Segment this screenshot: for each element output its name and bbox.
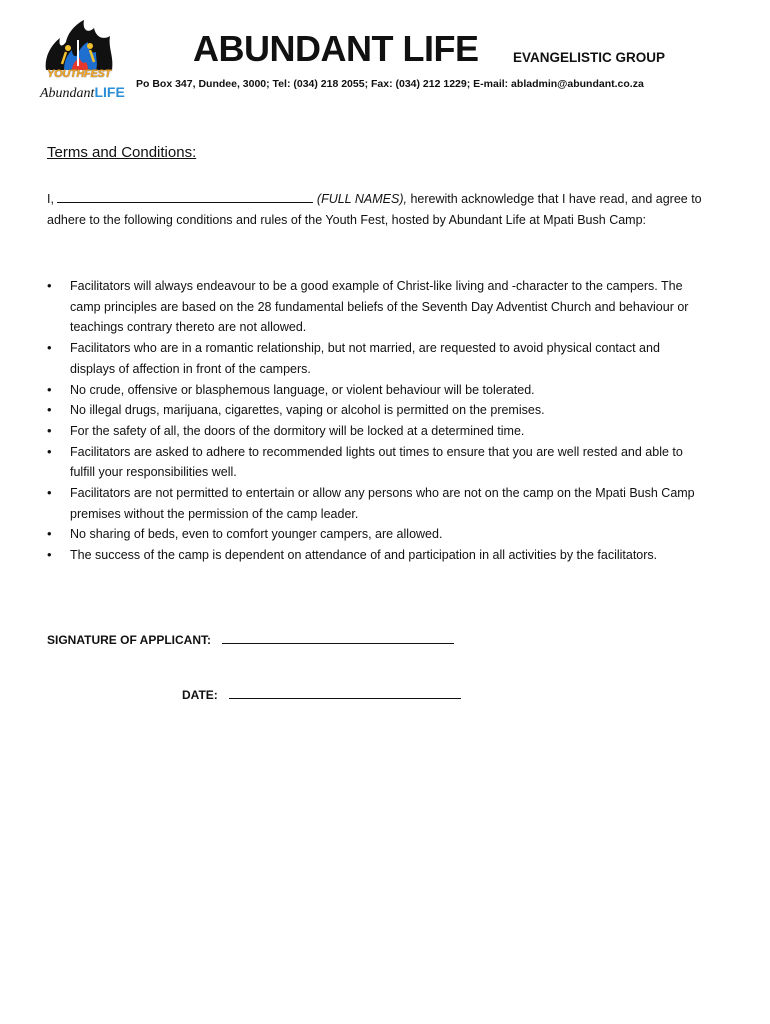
date-row xyxy=(182,686,461,702)
org-title: ABUNDANT LIFE xyxy=(193,28,479,69)
rule-text: The success of the camp is dependent on attendance of and participation in all activities by the facilitators. xyxy=(70,548,658,563)
rule-text: Facilitators will always endeavour to be a good example of Christ-like living and -character to the campers. The camp principles are based on the 28 fundamental beliefs of the Seventh Day Adventist Church and behaviour or teachings contrary thereto are not allowed. xyxy=(70,279,689,335)
intro-prefix: I, xyxy=(47,192,58,206)
bullet-icon: • xyxy=(47,278,52,293)
signature-field[interactable] xyxy=(222,631,454,644)
bullet-icon: • xyxy=(47,485,52,501)
bullet-icon: • xyxy=(47,340,52,356)
full-names-field[interactable] xyxy=(57,190,313,203)
org-subtitle: EVANGELISTIC GROUP xyxy=(513,50,666,65)
list-item xyxy=(47,524,707,545)
list-item xyxy=(47,421,707,442)
bullet-icon: • xyxy=(47,526,52,542)
signature-row xyxy=(47,631,454,647)
bullet-icon: • xyxy=(47,422,52,438)
rule-text: No sharing of beds, even to comfort younger campers, are allowed. xyxy=(70,527,443,542)
list-item xyxy=(47,380,707,401)
full-names-label: (FULL NAMES), xyxy=(316,192,407,206)
rule-text: For the safety of all, the doors of the dormitory will be locked at a determined time. xyxy=(70,423,525,438)
rule-text: Facilitators who are in a romantic relationship, but not married, are requested to avoid physical contact and displays of affection in front of the campers. xyxy=(70,341,660,376)
list-item xyxy=(47,442,707,483)
logo-life-word: LIFE xyxy=(94,84,125,100)
bullet-icon: • xyxy=(47,547,52,563)
rule-text: No illegal drugs, marijuana, cigarettes, vaping or alcohol is permitted on the premises. xyxy=(70,403,545,418)
logo-youthfest-text: YOUTHFEST xyxy=(47,68,111,80)
youthfest-logo xyxy=(38,18,125,102)
intro-rest: herewith acknowledge that I have read, and agree to adhere to the following conditions and rules of the Youth Fest, hosted by Abundant Life at Mpati Bush Camp: xyxy=(47,192,702,227)
logo-abundant-life-text xyxy=(40,84,125,102)
rule-text: Facilitators are asked to adhere to recommended lights out times to ensure that you are well rested and able to fulfill your responsibilities well. xyxy=(70,444,683,480)
signature-label: SIGNATURE OF APPLICANT: xyxy=(47,633,211,647)
bullet-icon: • xyxy=(47,402,52,418)
list-item xyxy=(47,338,707,379)
date-field[interactable] xyxy=(229,686,461,699)
list-item xyxy=(47,400,707,421)
list-item xyxy=(47,276,707,338)
flame-people-icon xyxy=(38,18,120,74)
list-item xyxy=(47,545,707,566)
list-item xyxy=(47,483,707,524)
rules-list xyxy=(47,276,707,566)
contact-details: Po Box 347, Dundee, 3000; Tel: (034) 218 2055; Fax: (034) 212 1229; E-mail: abladmin@abundant.co.za xyxy=(136,78,644,90)
bullet-icon: • xyxy=(47,381,52,397)
section-title: Terms and Conditions: xyxy=(47,144,197,161)
date-label: DATE: xyxy=(182,688,218,702)
logo-abundant-word: Abundant xyxy=(40,86,95,101)
bullet-icon: • xyxy=(47,443,52,459)
rule-text: Facilitators are not permitted to entertain or allow any persons who are not on the camp on the Mpati Bush Camp premises without the permission of the camp leader. xyxy=(70,486,695,521)
intro-paragraph xyxy=(47,189,707,231)
rule-text: No crude, offensive or blasphemous language, or violent behaviour will be tolerated. xyxy=(70,382,535,397)
